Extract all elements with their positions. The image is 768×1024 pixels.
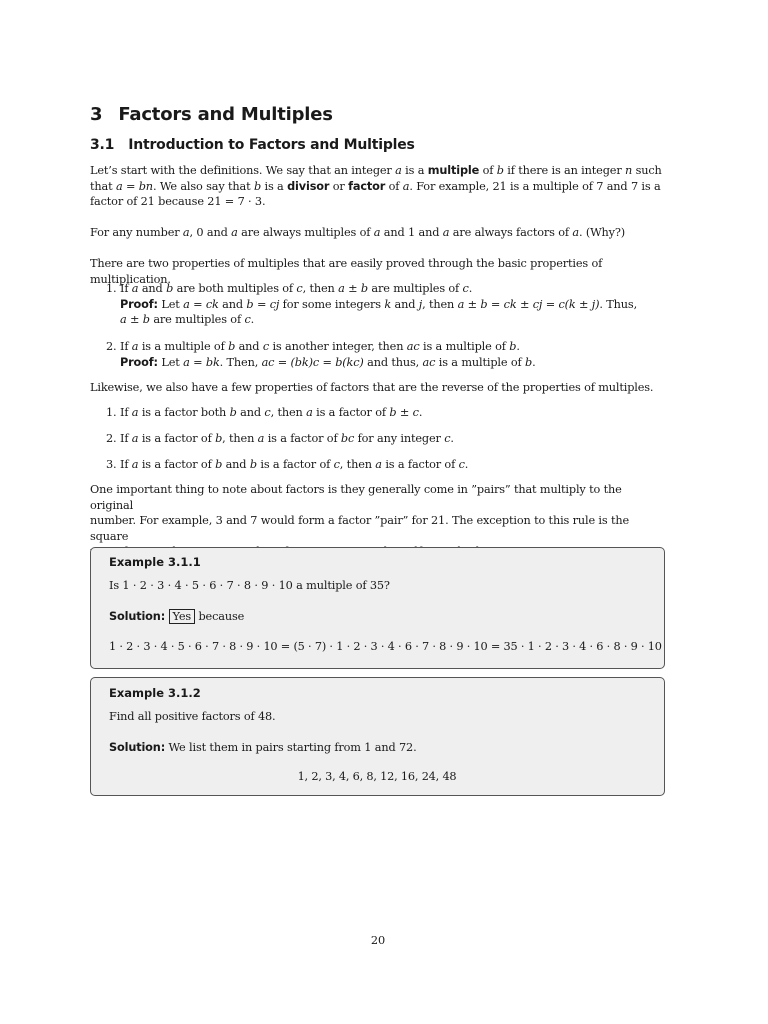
- example-answer: 1, 2, 3, 4, 6, 8, 12, 16, 24, 48: [297, 770, 457, 783]
- solution-label: Solution:: [109, 741, 166, 754]
- subsection-number: 3.1: [90, 137, 115, 153]
- factors-property-1: 1. If a is a factor both b and c, then a is a factor of b ± c.: [106, 406, 423, 419]
- term-divisor: divisor: [287, 179, 330, 193]
- multiples-property-2: 2. If a is a multiple of b and c is another integer, then ac is a multiple of b. Proof: Let a = bk. Then, ac = (bk)c = b(kc) and thus, ac is a multiple of b.: [106, 339, 666, 370]
- subsection-title: Introduction to Factors and Multiples: [128, 137, 415, 153]
- example-solution-line: Solution: We list them in pairs starting from 1 and 72.: [109, 741, 417, 754]
- example-box-3-1-2: [90, 677, 665, 796]
- example-title: Example 3.1.1: [109, 555, 201, 569]
- factor-pairs-paragraph: One important thing to note about factors is they generally come in ”pairs” that multiply to the original number. For example, 3 and 7 would form a factor ”pair” for 21. The exception to this rule is the square: [90, 483, 630, 543]
- section-heading: [90, 104, 333, 125]
- multiples-properties-intro: There are two properties of multiples that are easily proved through the basic properties of multiplication.: [90, 257, 603, 286]
- subsection-heading: [90, 137, 415, 153]
- multiples-property-1: 1. If a and b are both multiples of c, then a ± b are multiples of c. Proof: Let a = ck and b = cj for some integers k and j, then a ± b = ck ± cj = c(k ± j). Thus, a ± b are multiples of c.: [106, 281, 666, 328]
- example-box-3-1-1: [90, 547, 665, 669]
- page-number: 20: [370, 934, 386, 947]
- section-number: 3: [90, 104, 103, 125]
- example-question: Is 1 · 2 · 3 · 4 · 5 · 6 · 7 · 8 · 9 · 10 a multiple of 35?: [109, 579, 390, 592]
- example-question: Find all positive factors of 48.: [109, 710, 276, 723]
- term-multiple: multiple: [427, 164, 480, 177]
- multiples-property-1-proof: Proof: Let a = ck and b = cj for some integers k and j, then a ± b = ck ± cj = c(k ± j). Thus, a ± b are multiples of c.: [120, 297, 638, 326]
- trivial-multiples-paragraph: For any number a, 0 and a are always multiples of a and 1 and a are always factors of a. (Why?): [90, 226, 626, 239]
- document-page: [90, 0, 666, 1024]
- definition-paragraph: Let’s start with the definitions. We say that an integer a is a multiple of b if there is an integer n such that a = bn. We also say that b is a divisor or factor of a. For example, 21 is a multiple of 7 and 7 is a factor of 21 because 21 = 7 · 3.: [90, 164, 662, 208]
- factors-property-3: 3. If a is a factor of b and b is a factor of c, then a is a factor of c.: [106, 458, 469, 471]
- multiples-property-2-proof: Proof: Let a = bk. Then, ac = (bk)c = b(kc) and thus, ac is a multiple of b.: [120, 355, 536, 369]
- example-equation: 1 · 2 · 3 · 4 · 5 · 6 · 7 · 8 · 9 · 10 = (5 · 7) · 1 · 2 · 3 · 4 · 6 · 7 · 8 · 9 · 10 = 35 · 1 · 2 · 3 · 4 · 6 · 8 · 9 · 10: [109, 640, 662, 653]
- factors-property-2: 2. If a is a factor of b, then a is a factor of bc for any integer c.: [106, 432, 454, 445]
- term-factor: factor: [348, 179, 386, 193]
- example-title: Example 3.1.2: [109, 686, 201, 700]
- solution-label: Solution:: [109, 610, 166, 623]
- example-solution-line: Solution: Yes because: [109, 610, 245, 623]
- answer-box: Yes: [169, 609, 196, 624]
- section-title: Factors and Multiples: [118, 104, 333, 125]
- factors-properties-intro: Likewise, we also have a few properties of factors that are the reverse of the properties of multiples.: [90, 381, 654, 394]
